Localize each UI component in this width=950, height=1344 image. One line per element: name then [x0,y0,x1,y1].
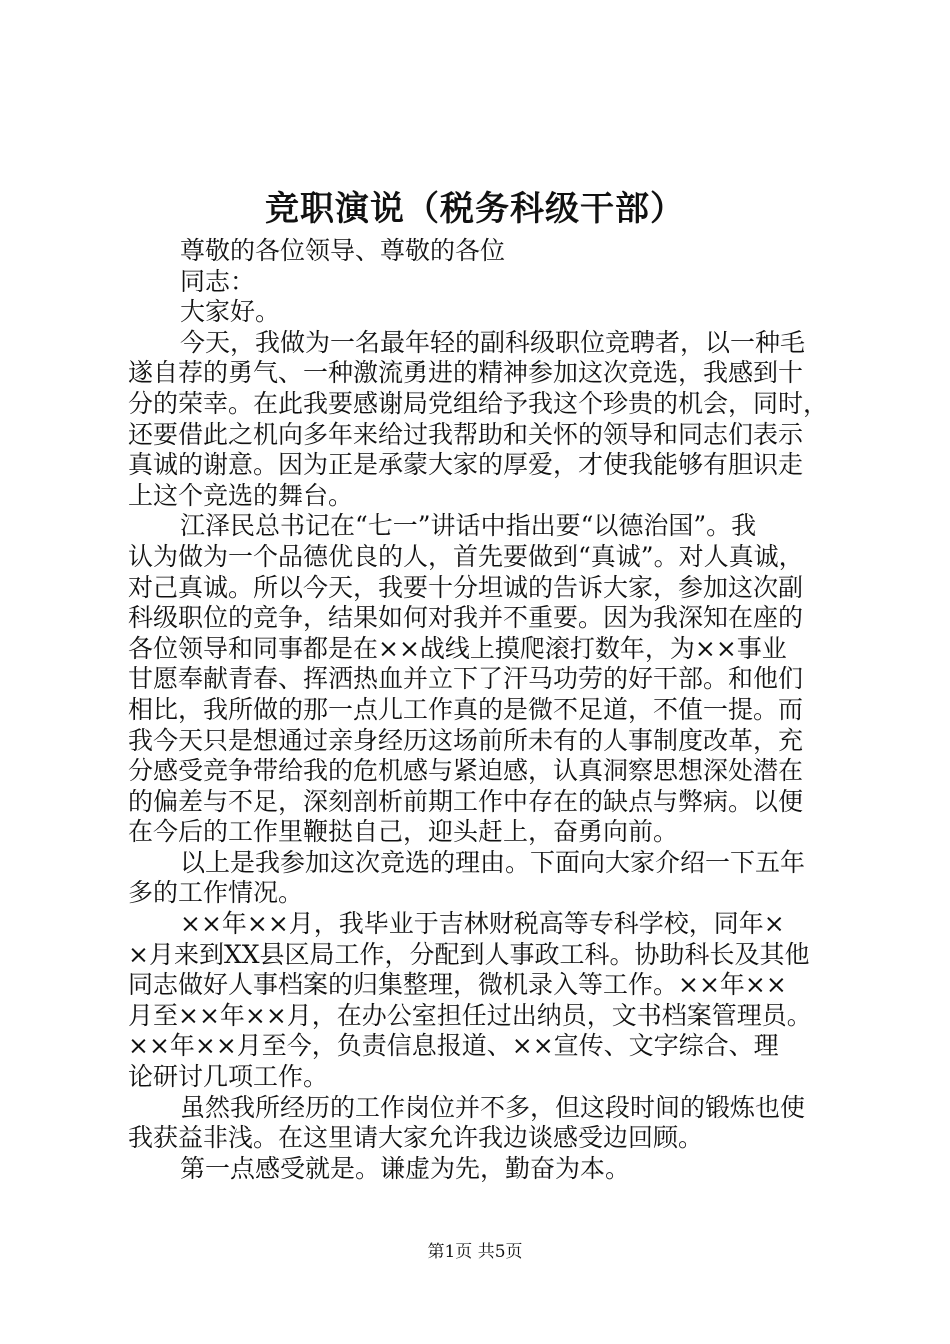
text-line: ××年××月，我毕业于吉林财税高等专科学校，同年× [180,909,785,939]
text-line: 在今后的工作里鞭挞自己，迎头赶上，奋勇向前。 [128,817,679,847]
text-line: ×月来到XX县区局工作，分配到人事政工科。协助科长及其他 [128,939,810,969]
text-line: 认为做为一个品德优良的人，首先要做到“真诚”。对人真诚， [128,541,804,571]
text-line: 科级职位的竞争，结果如何对我并不重要。因为我深知在座的 [128,603,804,633]
text-line: 各位领导和同事都是在××战线上摸爬滚打数年，为××事业 [128,633,787,663]
text-line: 第一点感受就是。谦虚为先，勤奋为本。 [180,1153,631,1183]
text-line: 同志： [180,266,256,296]
text-line: 多的工作情况。 [128,878,304,908]
text-line: 论研讨几项工作。 [128,1062,329,1092]
text-line: 江泽民总书记在“七一”讲话中指出要“以德治国”。我 [180,511,757,541]
text-line: 同志做好人事档案的归集整理，微机录入等工作。××年×× [128,970,787,1000]
text-line: 分的荣幸。在此我要感谢局党组给予我这个珍贵的机会，同时， [128,388,829,418]
text-line: 尊敬的各位领导、尊敬的各位 [180,236,506,265]
text-line: 相比，我所做的那一点儿工作真的是微不足道，不值一提。而 [128,694,804,724]
text-line: 遂自荐的勇气、一种激流勇进的精神参加这次竞选，我感到十 [128,358,804,388]
text-line: 甘愿奉献青春、挥洒热血并立下了汗马功劳的好干部。和他们 [128,664,804,694]
text-line: 月至××年××月，在办公室担任过出纳员，文书档案管理员。 [128,1000,812,1030]
text-line: 我今天只是想通过亲身经历这场前所未有的人事制度改革，充 [128,725,804,755]
text-line: 真诚的谢意。因为正是承蒙大家的厚爱，才使我能够有胆识走 [128,450,804,480]
text-line: 的偏差与不足，深刻剖析前期工作中存在的缺点与弊病。以便 [128,786,804,816]
text-line: 今天，我做为一名最年轻的副科级职位竞聘者，以一种毛 [180,327,806,357]
text-line: 上这个竞选的舞台。 [128,480,354,510]
text-line: 虽然我所经历的工作岗位并不多，但这段时间的锻炼也使 [180,1092,806,1122]
text-line: 对己真诚。所以今天，我要十分坦诚的告诉大家，参加这次副 [128,572,804,602]
text-line: ××年××月至今，负责信息报道、××宣传、文字综合、理 [128,1031,779,1061]
document-title: 竞职演说（税务科级干部） [265,189,685,229]
text-line: 大家好。 [180,297,281,327]
text-line: 还要借此之机向多年来给过我帮助和关怀的领导和同志们表示 [128,419,804,449]
document-body [128,236,850,1184]
text-line: 我获益非浅。在这里请大家允许我边谈感受边回顾。 [128,1123,704,1153]
text-line: 分感受竞争带给我的危机感与紧迫感，认真洞察思想深处潜在 [128,756,804,786]
page-footer: 第1页 共5页 [427,1242,523,1262]
text-line: 以上是我参加这次竞选的理由。下面向大家介绍一下五年 [180,847,806,877]
